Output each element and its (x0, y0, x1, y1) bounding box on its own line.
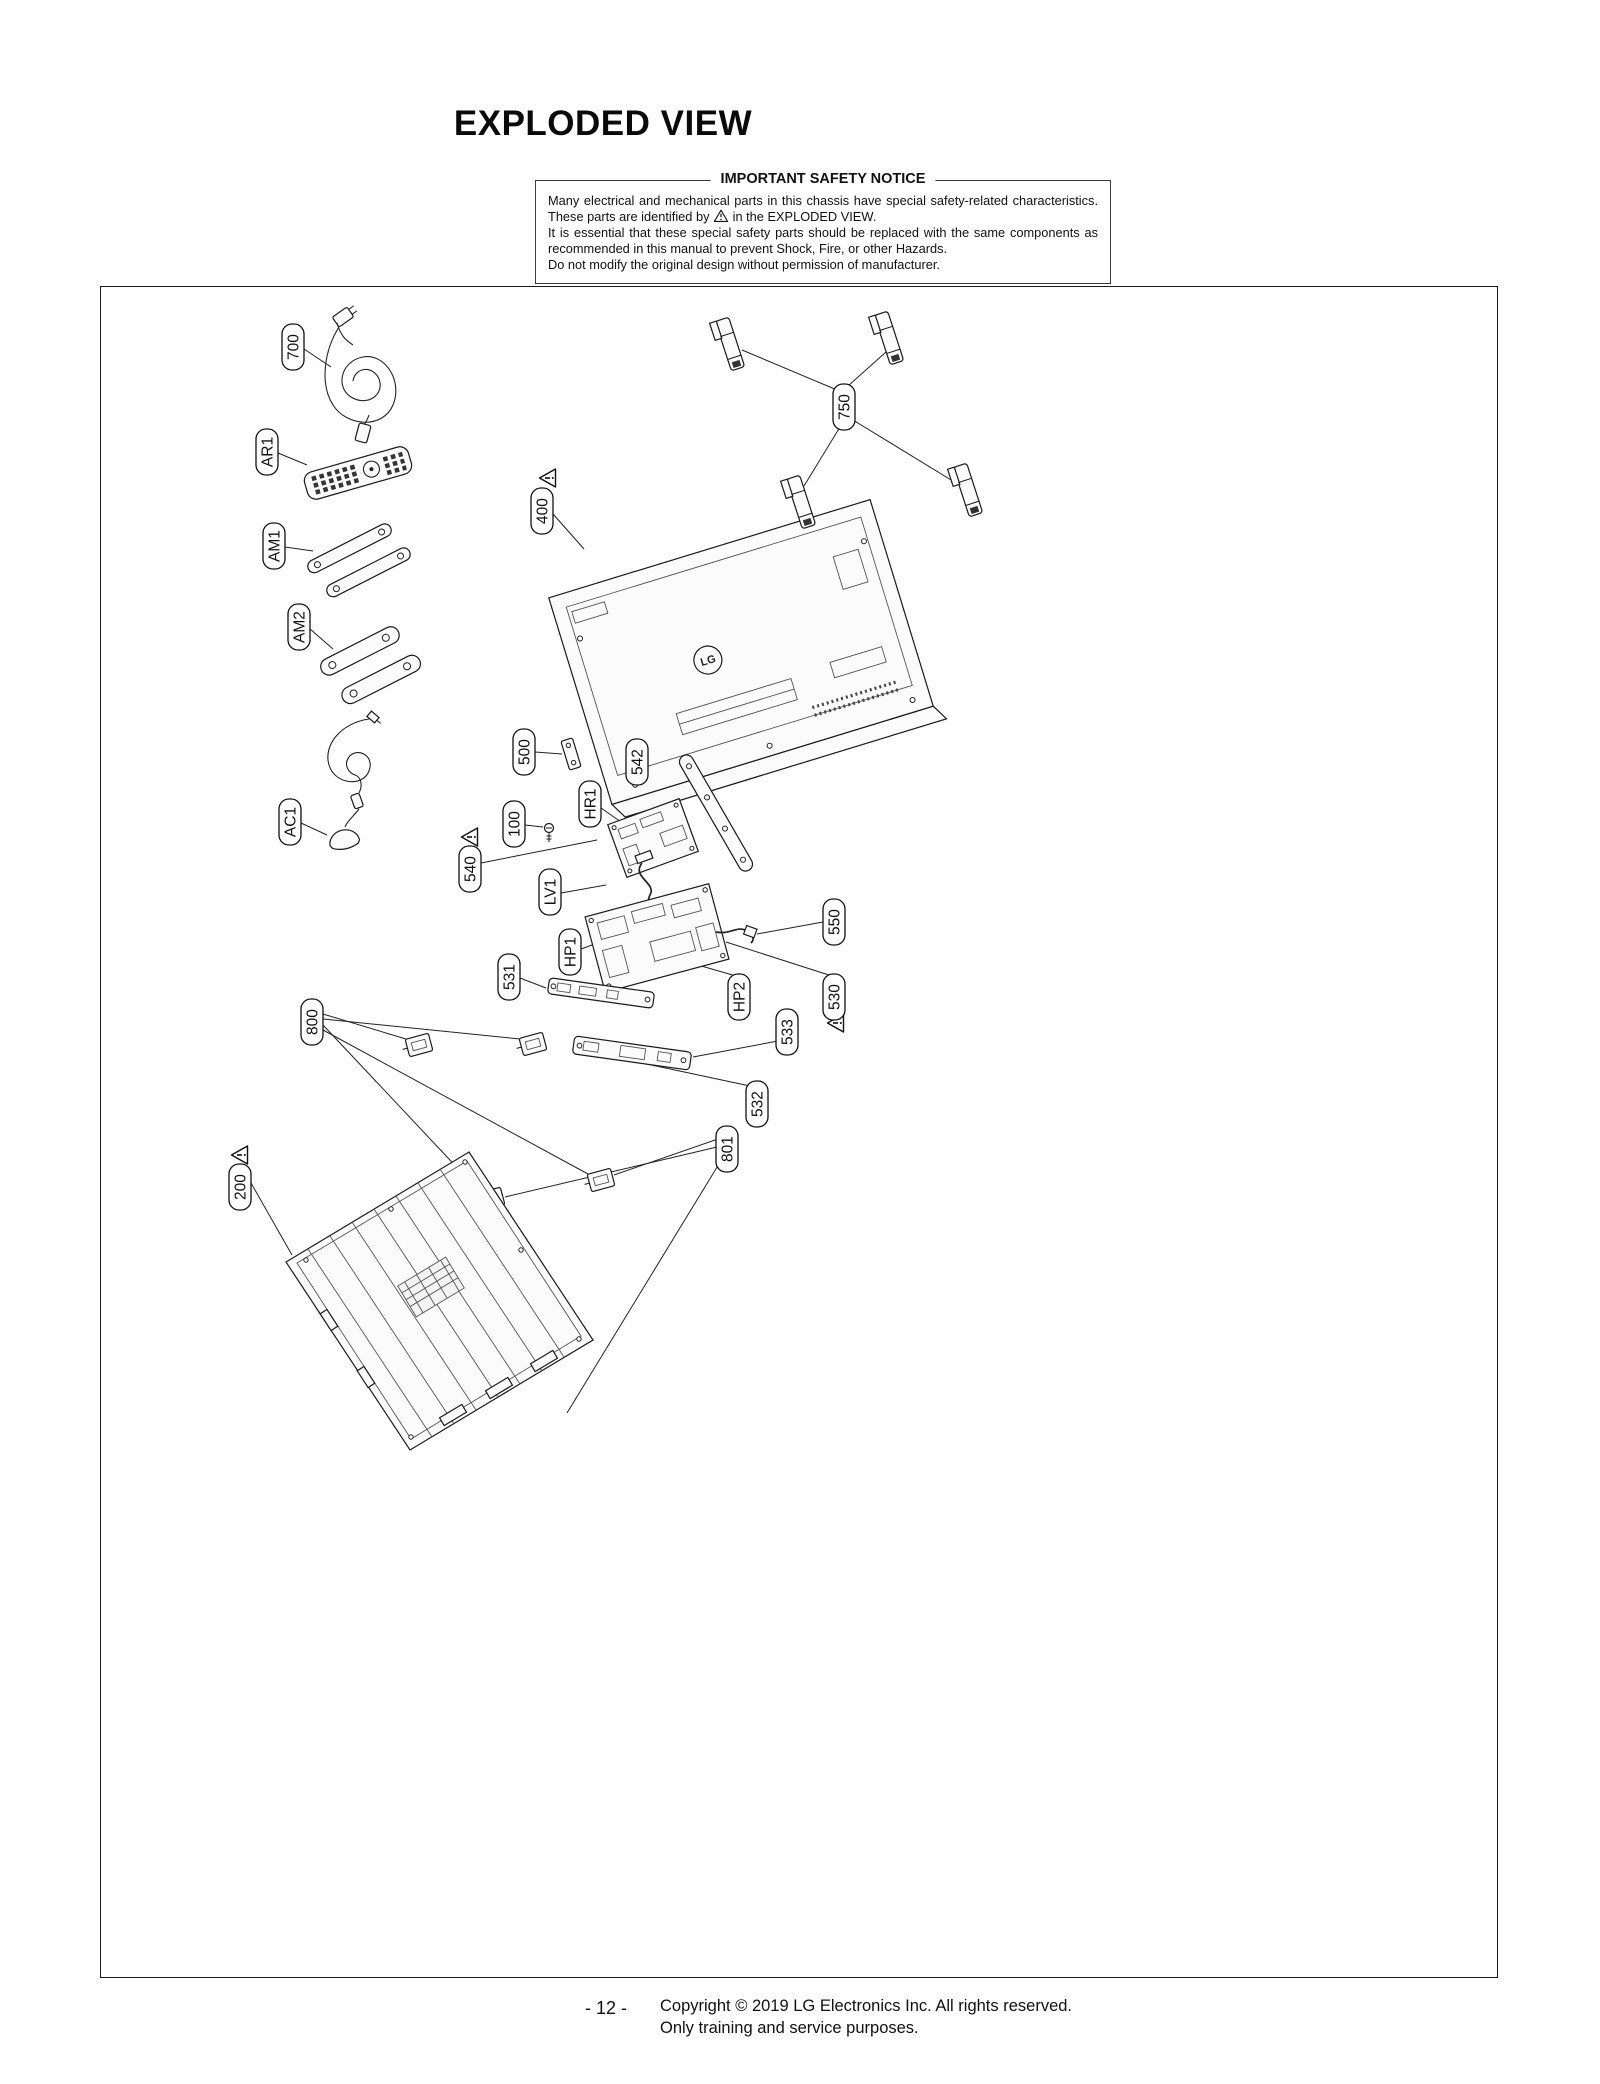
part-label-text: LV1 (542, 878, 560, 906)
part-label-800 (301, 999, 323, 1045)
part-label-542 (626, 739, 648, 785)
back-cover-drawing (549, 497, 947, 820)
part-label-text: AR1 (259, 436, 277, 468)
bracket-am1-drawing (306, 519, 413, 602)
wall-bracket-drawing (869, 311, 904, 367)
part-label-text: 800 (304, 1009, 322, 1035)
warning-icon (713, 209, 729, 223)
part-label-text: 400 (534, 498, 552, 524)
part-label-text: 801 (719, 1136, 737, 1162)
part-label-text: 100 (506, 811, 524, 837)
page-number: - 12 - (585, 1998, 628, 2018)
part-label-hr1 (579, 781, 601, 827)
ir-board-drawing (572, 1036, 691, 1070)
part-500-drawing (561, 738, 581, 770)
wall-bracket-drawing (948, 463, 983, 519)
notice-paragraph (548, 193, 1098, 225)
lg-logo: LG (699, 653, 718, 669)
clip-drawing (514, 1032, 547, 1057)
part-label-text: HR1 (582, 788, 600, 820)
part-label-ac1 (279, 799, 301, 845)
part-label-text: 550 (826, 909, 844, 935)
part-label-750 (833, 384, 855, 430)
power-cord-drawing (325, 303, 396, 443)
part-label-text: 500 (516, 739, 534, 765)
part-label-hp1 (559, 929, 581, 975)
notice-text: in the EXPLODED VIEW. (732, 209, 877, 225)
safety-notice-box (535, 171, 1111, 284)
part-label-lv1 (539, 869, 561, 915)
part-label-text: 200 (232, 1174, 250, 1200)
exploded-view-diagram (100, 286, 1498, 1978)
clip-drawing (582, 1168, 615, 1193)
part-label-500 (513, 729, 535, 775)
part-label-text: AC1 (282, 806, 300, 838)
part-label-text: AM1 (266, 530, 284, 562)
ir-cable-ac1-drawing (327, 711, 382, 852)
part-label-550 (823, 899, 845, 945)
notice-text: Many electrical and mechanical parts in this chassis have special safety-related characteristics. These parts are identified by (548, 193, 1098, 225)
part-label-200 (229, 1164, 251, 1210)
part-label-text: 533 (779, 1019, 797, 1045)
notice-paragraph: Do not modify the original design without permission of manufacturer. (548, 257, 940, 273)
part-label-text: AM2 (291, 611, 309, 643)
part-label-hp2 (728, 974, 750, 1020)
part-label-am2 (288, 604, 310, 650)
part-label-700 (282, 324, 304, 370)
remote-control-drawing (302, 445, 414, 502)
part-label-532 (746, 1081, 768, 1127)
part-label-540 (459, 846, 481, 892)
safety-notice-title: IMPORTANT SAFETY NOTICE (711, 171, 936, 187)
part-label-531 (498, 954, 520, 1000)
notice-paragraph: It is essential that these special safety parts should be replaced with the same components as recommended in this manual to prevent Shock, Fire, or other Hazards. (548, 225, 1098, 257)
warning-icon (540, 469, 556, 487)
part-label-text: HP2 (731, 981, 749, 1013)
part-label-533 (776, 1009, 798, 1055)
exploded-view-svg (101, 287, 1499, 1979)
part-label-100 (503, 801, 525, 847)
main-board-drawing (585, 884, 729, 992)
part-label-text: 532 (749, 1091, 767, 1117)
part-label-text: HP1 (562, 936, 580, 968)
part-label-text: 530 (826, 984, 844, 1010)
part-label-530 (823, 974, 845, 1020)
part-label-am1 (263, 523, 285, 569)
page-title: EXPLODED VIEW (453, 104, 753, 143)
part-label-text: 700 (285, 334, 303, 360)
purpose-line: Only training and service purposes. (660, 2018, 919, 2037)
safety-notice-body (548, 193, 1098, 274)
part-label-text: 540 (462, 856, 480, 882)
part-label-801 (716, 1126, 738, 1172)
wall-bracket-drawing (710, 317, 745, 373)
part-label-ar1 (256, 429, 278, 475)
panel-frame-drawing (286, 1152, 593, 1450)
warning-icon (232, 1146, 248, 1164)
part-label-text: 531 (501, 964, 519, 990)
clip-drawing (400, 1033, 433, 1058)
copyright-line: Copyright © 2019 LG Electronics Inc. All rights reserved. (660, 1997, 1073, 2015)
copyright-block (660, 1996, 1072, 2040)
part-label-text: 542 (629, 749, 647, 775)
part-label-400 (531, 488, 553, 534)
screw-drawing (545, 824, 554, 843)
bracket-am2-drawing (318, 621, 424, 709)
warning-icon (462, 828, 478, 846)
part-label-text: 750 (836, 394, 854, 420)
